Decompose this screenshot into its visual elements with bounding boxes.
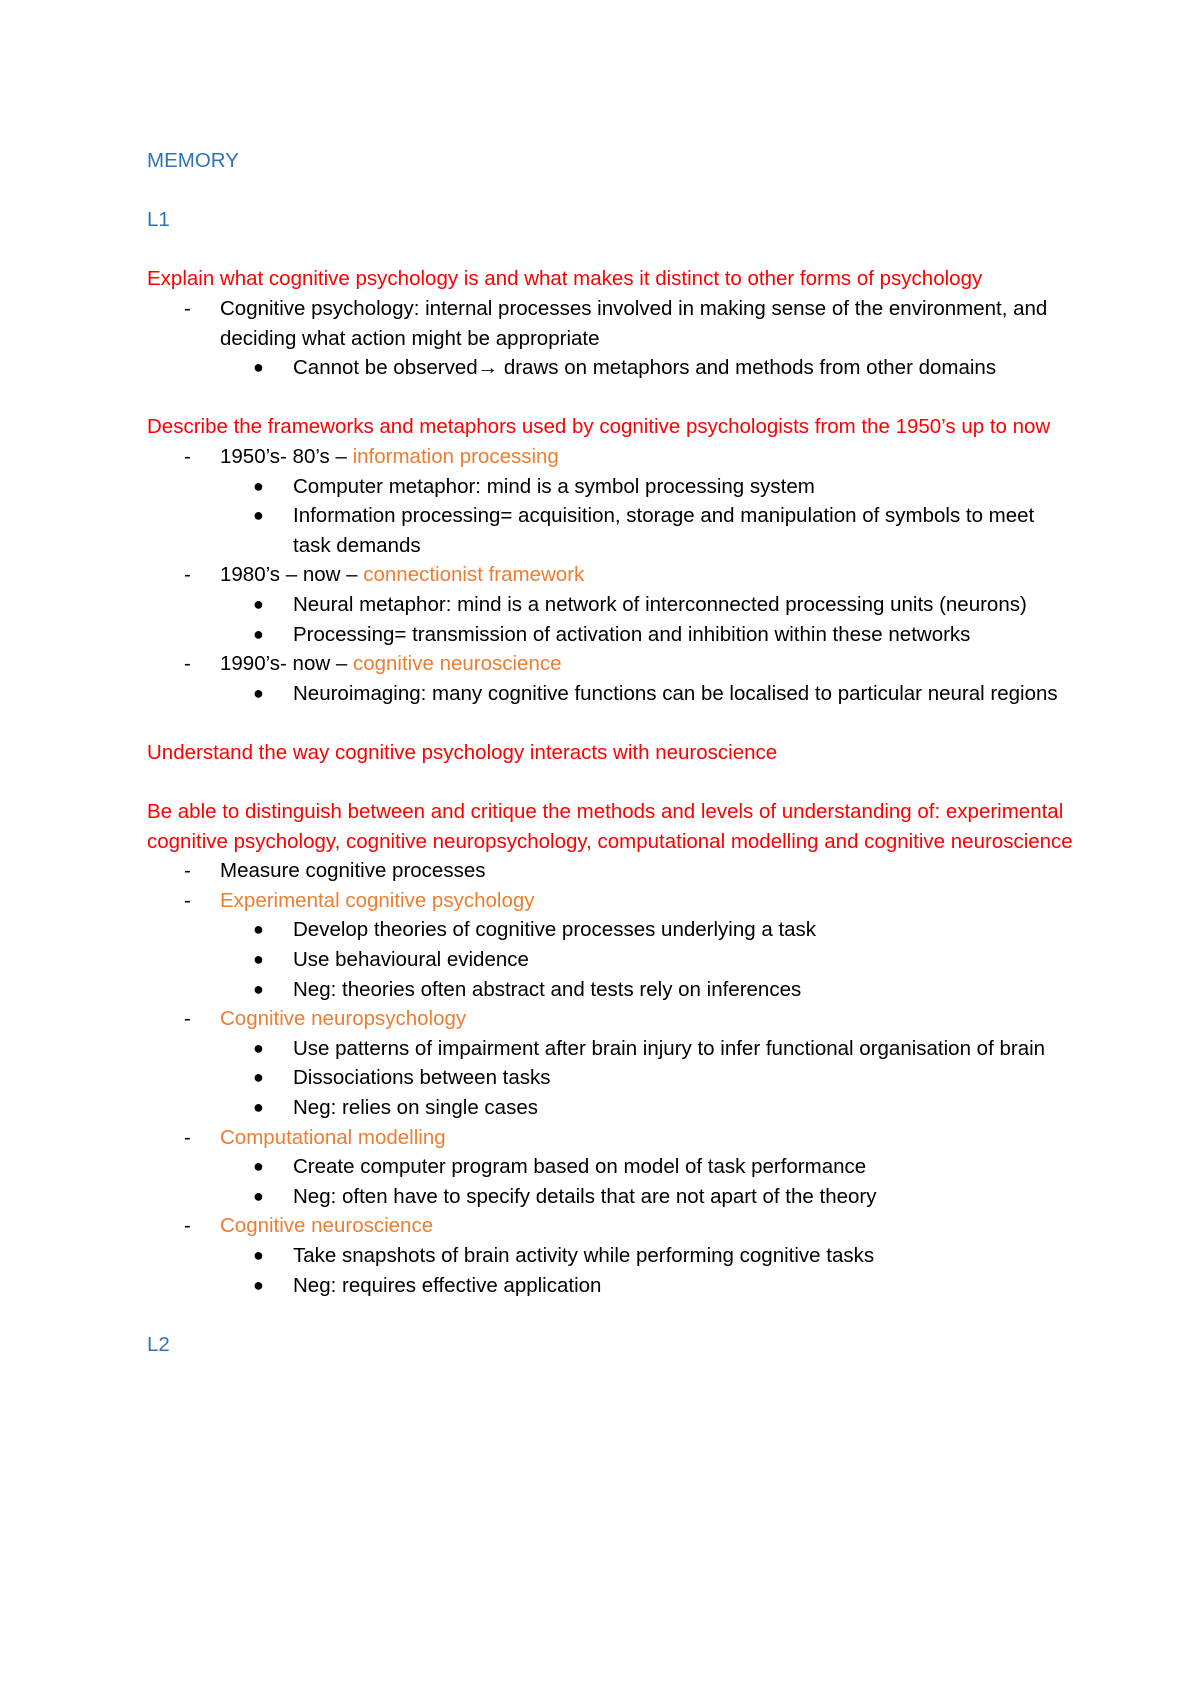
- bullet-list-item: [147, 620, 1077, 650]
- item-text: Neural metaphor: mind is a network of interconnected processing units (neurons): [293, 592, 1027, 616]
- bullet-marker: ●: [253, 357, 264, 378]
- bullet-list-item: [147, 1182, 1077, 1212]
- blank-line: [147, 708, 1077, 738]
- item-text: Develop theories of cognitive processes underlying a task: [293, 918, 817, 942]
- dash-marker: -: [184, 563, 191, 587]
- item-text: Use patterns of impairment after brain injury to infer functional organisation of brain: [293, 1036, 1046, 1060]
- blank-line: [147, 383, 1077, 413]
- bullet-marker: ●: [253, 978, 264, 999]
- dash-list-item: [147, 560, 1077, 590]
- bullet-marker: ●: [253, 475, 264, 496]
- bullet-list-item: [147, 679, 1077, 709]
- dash-marker: -: [184, 1125, 191, 1149]
- bullet-marker: ●: [253, 505, 264, 526]
- bullet-marker: ●: [253, 949, 264, 970]
- dash-list-item: [147, 1123, 1077, 1153]
- document-title: MEMORY: [147, 149, 239, 172]
- bullet-marker: ●: [253, 1244, 264, 1265]
- bullet-list-item: [147, 353, 1077, 383]
- era-label: 1950’s- 80’s –: [220, 444, 353, 468]
- bullet-list-item: [147, 945, 1077, 975]
- dash-list-item: [147, 294, 1077, 353]
- item-text: Computer metaphor: mind is a symbol processing system: [293, 474, 815, 498]
- dash-list-item: [147, 649, 1077, 679]
- item-text: Take snapshots of brain activity while performing cognitive tasks: [293, 1243, 875, 1267]
- bullet-marker: ●: [253, 623, 264, 644]
- objective-heading: Understand the way cognitive psychology interacts with neuroscience: [147, 740, 778, 764]
- blank-line: [147, 235, 1077, 265]
- method-name: Cognitive neuroscience: [220, 1214, 434, 1238]
- bullet-list-item: [147, 1093, 1077, 1123]
- dash-marker: -: [184, 296, 191, 320]
- bullet-list-item: [147, 590, 1077, 620]
- bullet-marker: ●: [253, 682, 264, 703]
- objective-heading: Be able to distinguish between and critique the methods and levels of understanding of: experimental cognitive psychology, cognitive neuropsychology, computational modelling and cognitive neuroscience: [147, 800, 1073, 853]
- dash-list-item: [147, 1211, 1077, 1241]
- era-label: 1980’s – now –: [220, 563, 364, 587]
- bullet-list-item: [147, 1063, 1077, 1093]
- bullet-marker: ●: [253, 1156, 264, 1177]
- item-text: Information processing= acquisition, storage and manipulation of symbols to meet task demands: [293, 504, 1035, 557]
- method-name: Cognitive neuropsychology: [220, 1007, 467, 1031]
- bullet-list-item: [147, 915, 1077, 945]
- item-text: Processing= transmission of activation and inhibition within these networks: [293, 622, 971, 646]
- bullet-marker: ●: [253, 919, 264, 940]
- dash-list-item: [147, 1004, 1077, 1034]
- item-text: Dissociations between tasks: [293, 1066, 551, 1090]
- bullet-marker: ●: [253, 1067, 264, 1088]
- bullet-list-item: [147, 1152, 1077, 1182]
- bullet-list-item: [147, 975, 1077, 1005]
- item-text: Cannot be observed→ draws on metaphors and methods from other domains: [293, 356, 997, 380]
- document-body: [147, 146, 1077, 1359]
- bullet-list-item: [147, 472, 1077, 502]
- item-text: Measure cognitive processes: [220, 859, 486, 883]
- framework-name: cognitive neuroscience: [352, 652, 562, 676]
- item-text: Neg: theories often abstract and tests rely on inferences: [293, 977, 802, 1001]
- bullet-marker: ●: [253, 1037, 264, 1058]
- method-name: Experimental cognitive psychology: [220, 888, 535, 912]
- bullet-list-item: [147, 501, 1077, 560]
- dash-marker: -: [184, 888, 191, 912]
- dash-list-item: [147, 856, 1077, 886]
- lecture-heading-l2: L2: [147, 1332, 170, 1356]
- blank-line: [147, 176, 1077, 206]
- item-text: Neg: requires effective application: [293, 1273, 602, 1297]
- blank-line: [147, 1300, 1077, 1330]
- blank-line: [147, 767, 1077, 797]
- dash-marker: -: [184, 1007, 191, 1031]
- objective-heading: Describe the frameworks and metaphors used by cognitive psychologists from the 1950’s up to now: [147, 415, 1051, 439]
- bullet-list-item: [147, 1241, 1077, 1271]
- item-text: Create computer program based on model of task performance: [293, 1155, 867, 1179]
- era-label: 1990’s- now –: [220, 652, 353, 676]
- method-name: Computational modelling: [220, 1125, 446, 1149]
- item-text: Use behavioural evidence: [293, 948, 529, 972]
- item-text: Neg: relies on single cases: [293, 1096, 538, 1119]
- bullet-marker: ●: [253, 1274, 264, 1295]
- lecture-heading-l1: L1: [147, 208, 170, 232]
- bullet-list-item: [147, 1271, 1077, 1301]
- framework-name: information processing: [352, 444, 559, 468]
- dash-marker: -: [184, 652, 191, 676]
- bullet-marker: ●: [253, 593, 264, 614]
- item-text: Neuroimaging: many cognitive functions can be localised to particular neural regions: [293, 681, 1058, 705]
- item-text: Cognitive psychology: internal processes involved in making sense of the environment, and deciding what action might be appropriate: [220, 296, 1048, 350]
- bullet-marker: ●: [253, 1097, 264, 1117]
- dash-marker: -: [184, 444, 191, 468]
- dash-list-item: [147, 886, 1077, 916]
- bullet-marker: ●: [253, 1185, 264, 1206]
- objective-heading: Explain what cognitive psychology is and what makes it distinct to other forms of psychology: [147, 267, 983, 291]
- bullet-list-item: [147, 1034, 1077, 1064]
- dash-marker: -: [184, 859, 191, 883]
- item-text: Neg: often have to specify details that are not apart of the theory: [293, 1184, 877, 1208]
- framework-name: connectionist framework: [363, 563, 585, 587]
- dash-list-item: [147, 442, 1077, 472]
- dash-marker: -: [184, 1214, 191, 1238]
